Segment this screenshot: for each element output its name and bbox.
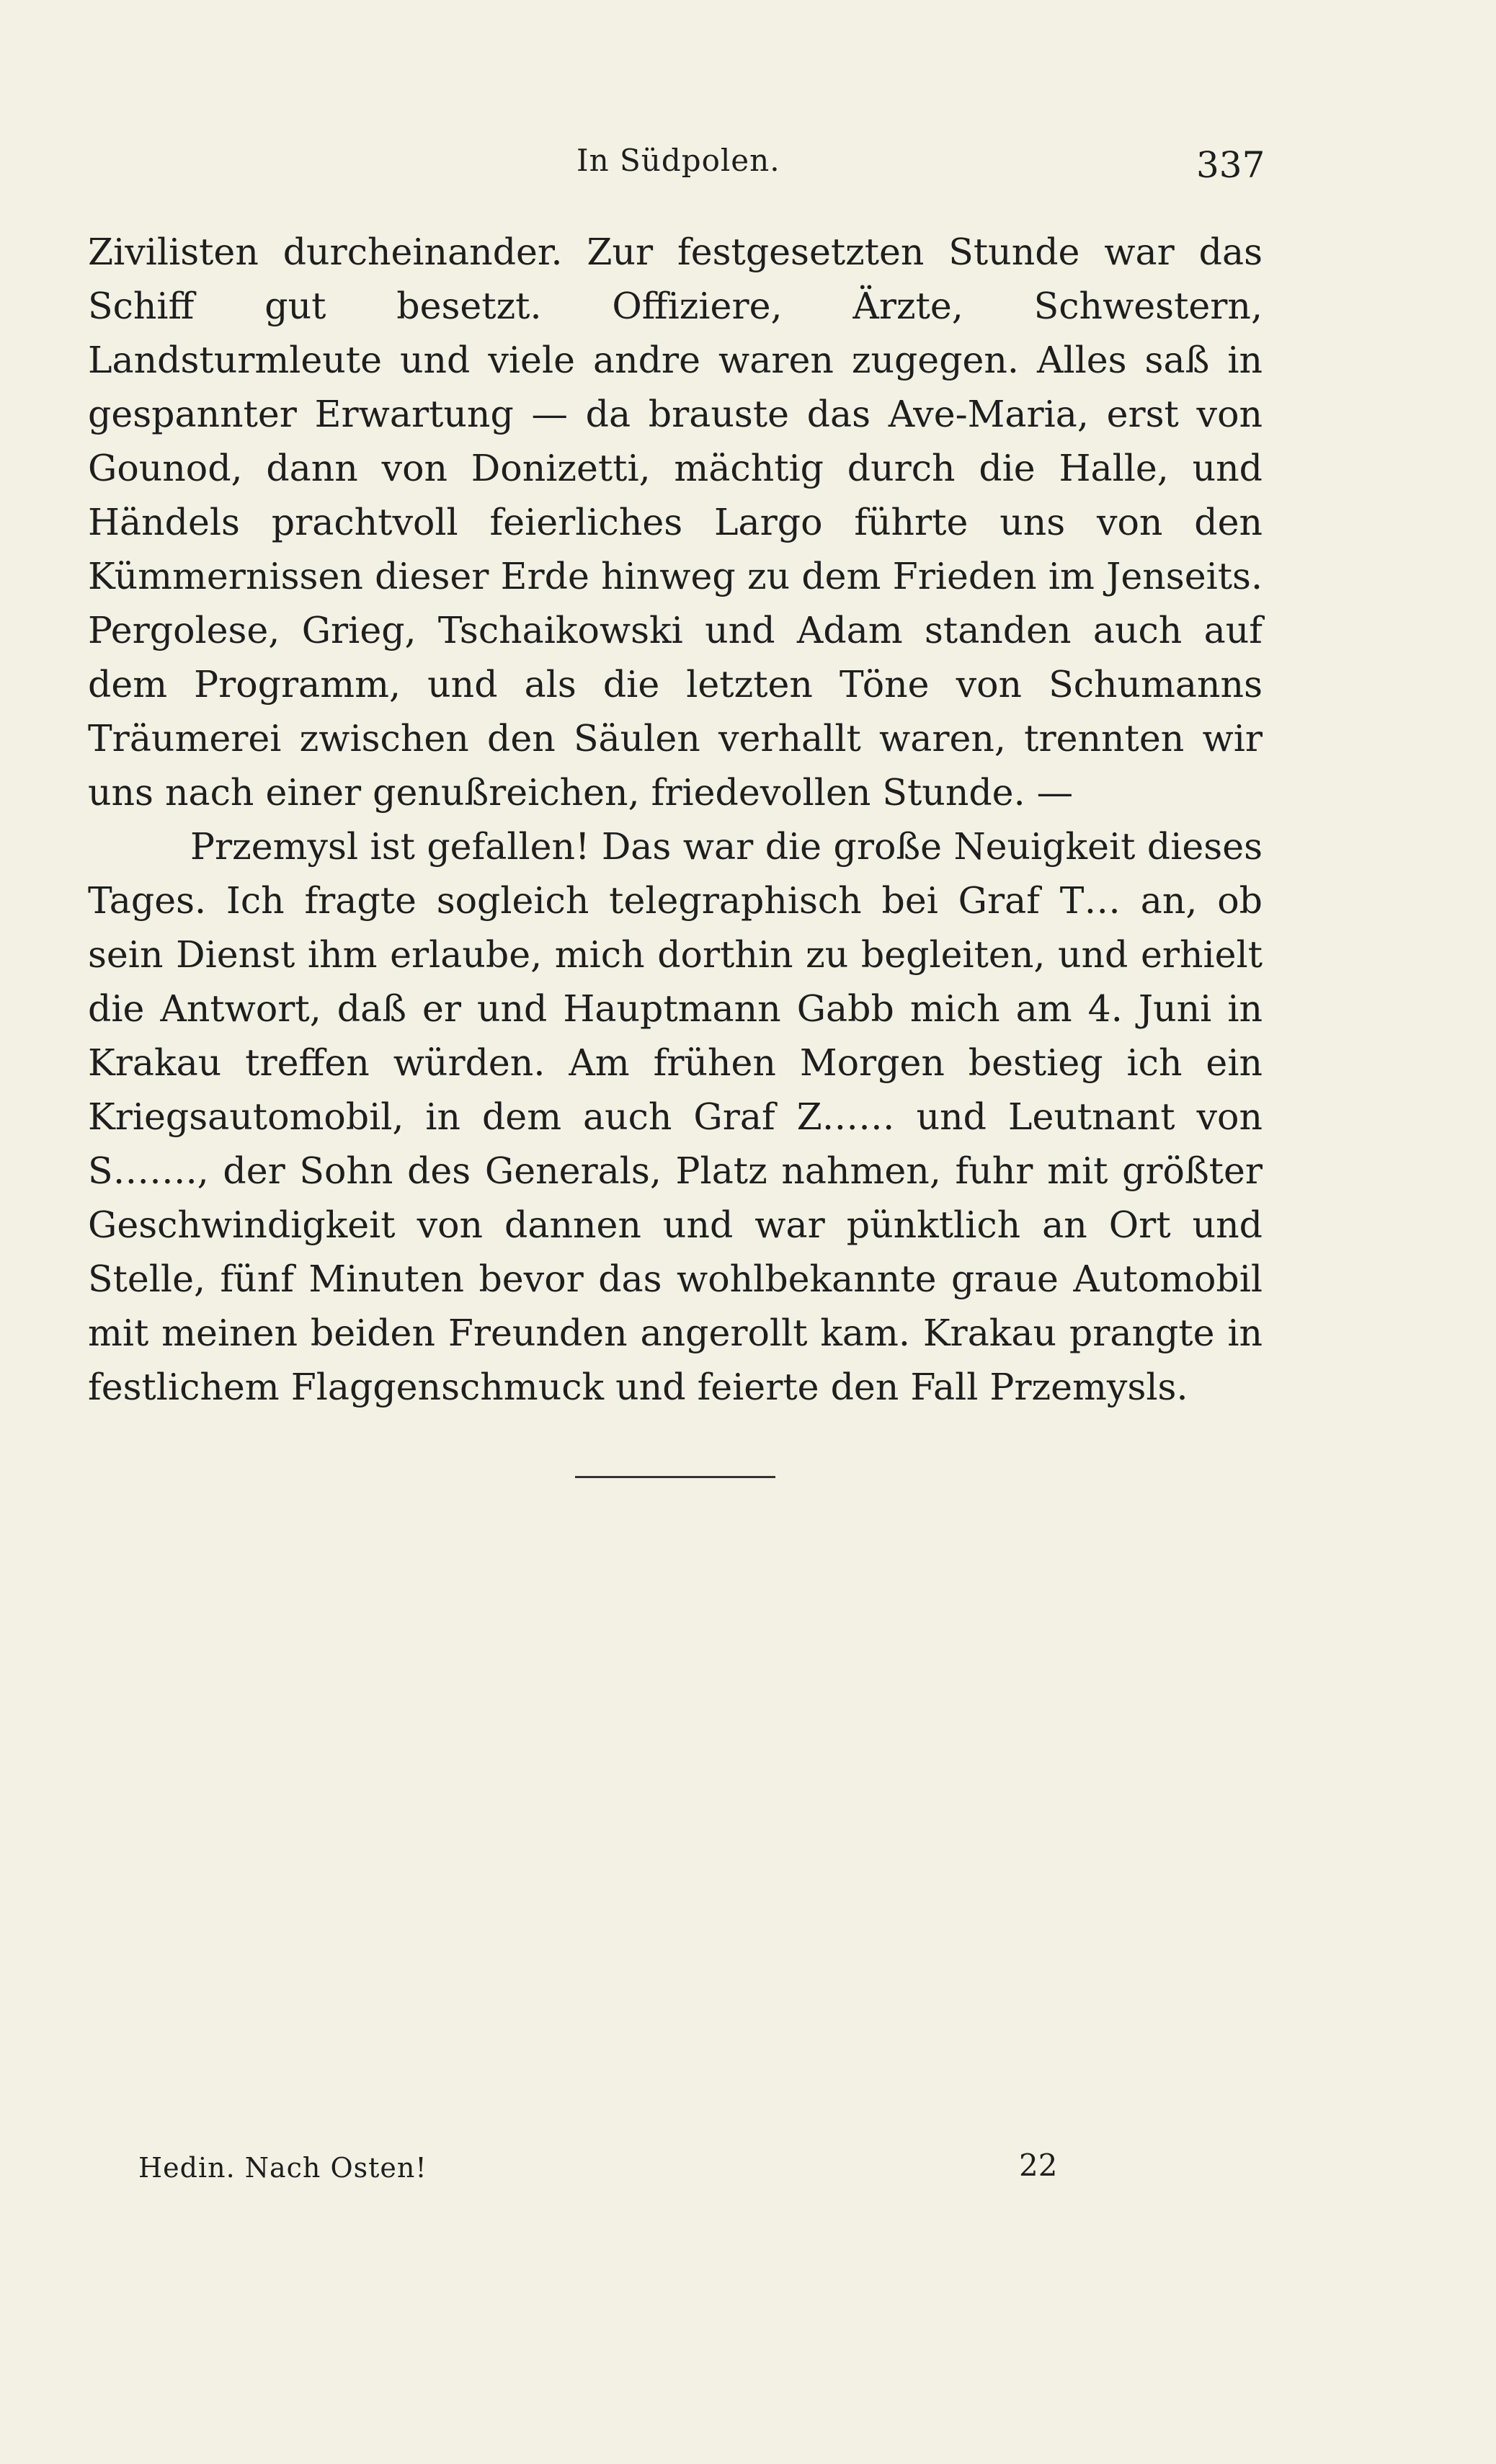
footer-sheet-number: 22: [1019, 2148, 1058, 2183]
paragraph-2: Przemysl ist gefallen! Das war die große Neuigkeit dieses Tages. Ich fragte sogleich telegraphisch bei Graf T… an, ob sein Dienst ihm erlaube, mich dorthin zu begleiten, und erhielt die Antwort, daß er und Hauptmann Gabb mich am 4. Juni in Krakau treffen würden. Am frühen Morgen bestieg ich ein Kriegsautomobil, in dem auch Graf Z…… und Leutnant von S……., der Sohn des Generals, Platz nahmen, fuhr mit größter Geschwindigkeit von dannen und war pünktlich an Ort und Stelle, fünf Minuten bevor das wohlbekannte graue Automobil mit meinen beiden Freunden angerollt kam. Krakau prangte in festlichem Flaggenschmuck und feierte den Fall Przemysls.: [88, 825, 1263, 1408]
footer-signature: Hedin. Nach Osten!: [138, 2152, 427, 2184]
page-number: 337: [1196, 144, 1265, 186]
paragraph-1: Zivilisten durcheinander. Zur festgesetzten Stunde war das Schiff gut besetzt. Offiziere, Ärzte, Schwestern, Landsturmleute und viele andre waren zugegen. Alles saß in gespannter Erwartung — da brauste das Ave-Maria, erst von Gounod, dann von Donizetti, mächtig durch die Halle, und Händels prachtvoll feierliches Largo führte uns von den Kümmernissen dieser Erde hinweg zu dem Frieden im Jenseits. Pergolese, Grieg, Tschaikowski und Adam standen auch auf dem Programm, und als die letzten Töne von Schumanns Träumerei zwischen den Säulen verhallt waren, trennten wir uns nach einer genußreichen, friedevollen Stunde. —: [88, 231, 1263, 814]
body-text: [88, 225, 1263, 1414]
running-head: In Südpolen.: [576, 143, 780, 178]
section-divider-rule: [575, 1476, 775, 1478]
